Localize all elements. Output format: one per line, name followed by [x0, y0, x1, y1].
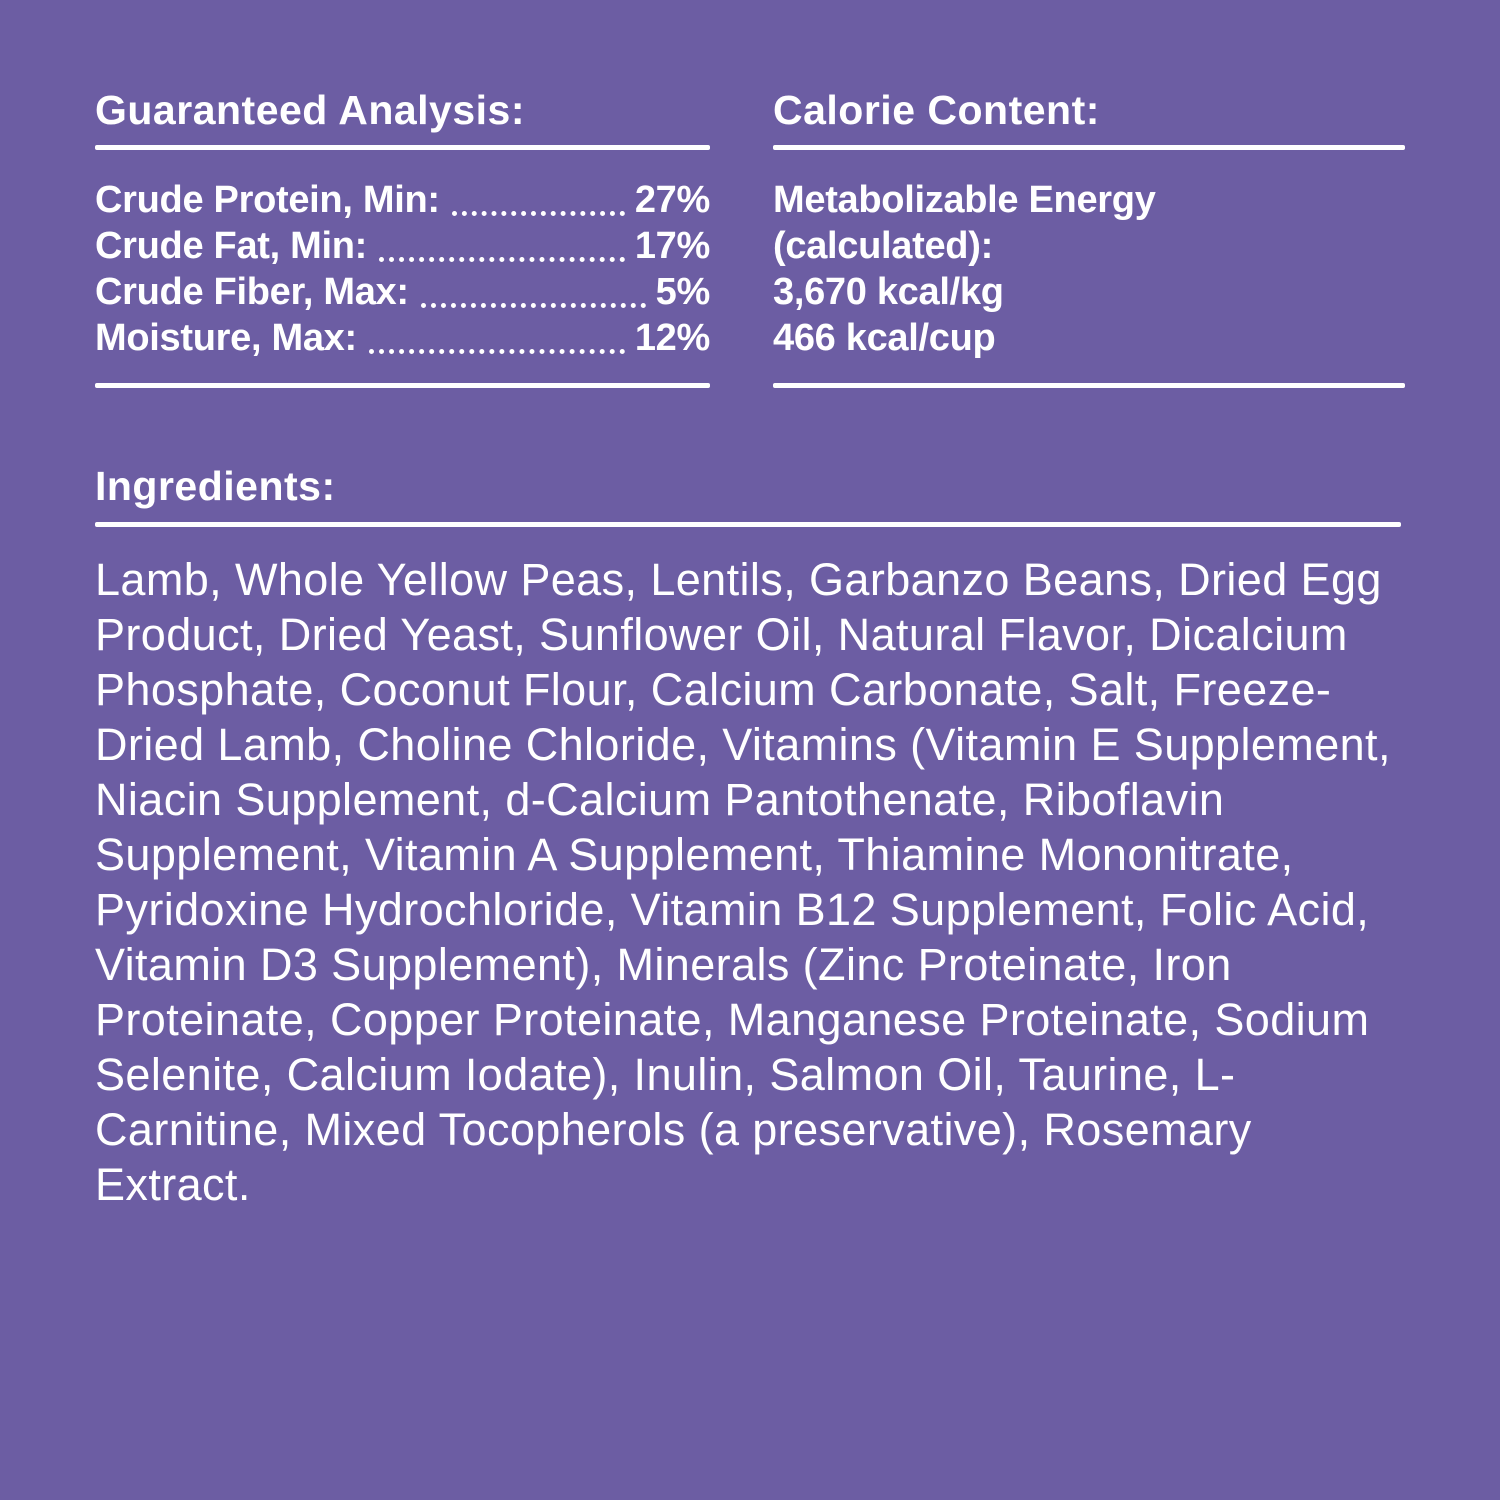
analysis-row-crude-fiber: [95, 269, 710, 315]
divider: [95, 522, 1401, 527]
dot-leader: [452, 211, 625, 216]
analysis-label: Crude Fiber, Max:: [95, 271, 409, 313]
divider: [773, 145, 1405, 150]
guaranteed-analysis-title: Guaranteed Analysis:: [95, 87, 526, 133]
divider: [95, 383, 710, 388]
ingredients-title: Ingredients:: [95, 463, 336, 509]
analysis-row-crude-fat: [95, 223, 710, 269]
analysis-value: 12%: [634, 317, 710, 359]
dot-leader: [379, 257, 625, 262]
analysis-row-crude-protein: [95, 177, 710, 223]
analysis-label: Crude Fat, Min:: [95, 225, 368, 267]
dot-leader: [421, 303, 646, 308]
ingredients-list: Lamb, Whole Yellow Peas, Lentils, Garbanzo Beans, Dried Egg Product, Dried Yeast, Sunflower Oil, Natural Flavor, Dicalcium Phosphate, Coconut Flour, Calcium Carbonate, Salt, Freeze-Dried Lamb, Choline Chloride, Vitamins (Vitamin E Supplement, Niacin Supplement, d-Calcium Pantothenate, Riboflavin Supplement, Vitamin A Supplement, Thiamine Mononitrate, Pyridoxine Hydrochloride, Vitamin B12 Supplement, Folic Acid, Vitamin D3 Supplement), Minerals (Zinc Proteinate, Iron Proteinate, Copper Proteinate, Manganese Proteinate, Sodium Selenite, Calcium Iodate), Inulin, Salmon Oil, Taurine, L-Carnitine, Mixed Tocopherols (a preservative), Rosemary Extract.: [95, 554, 1391, 1210]
calorie-content-section: [773, 88, 1405, 388]
divider: [95, 145, 710, 150]
calorie-line-kcal-cup: 466 kcal/cup: [773, 317, 996, 359]
dot-leader: [369, 349, 625, 354]
guaranteed-analysis-rows: [95, 177, 710, 361]
calorie-content-title: Calorie Content:: [773, 87, 1100, 133]
divider: [773, 383, 1405, 388]
analysis-value: 17%: [634, 225, 710, 267]
analysis-label: Crude Protein, Min:: [95, 179, 440, 221]
top-section: [95, 88, 1405, 388]
guaranteed-analysis-section: [95, 88, 710, 388]
analysis-row-moisture: [95, 315, 710, 361]
calorie-line-energy: Metabolizable Energy: [773, 179, 1156, 221]
ingredients-section: [95, 464, 1405, 1212]
analysis-value: 27%: [634, 179, 710, 221]
calorie-line-calculated: (calculated):: [773, 225, 993, 267]
analysis-value: 5%: [655, 271, 710, 313]
calorie-line-kcal-kg: 3,670 kcal/kg: [773, 271, 1004, 313]
analysis-label: Moisture, Max:: [95, 317, 357, 359]
calorie-content-lines: [773, 177, 1405, 361]
